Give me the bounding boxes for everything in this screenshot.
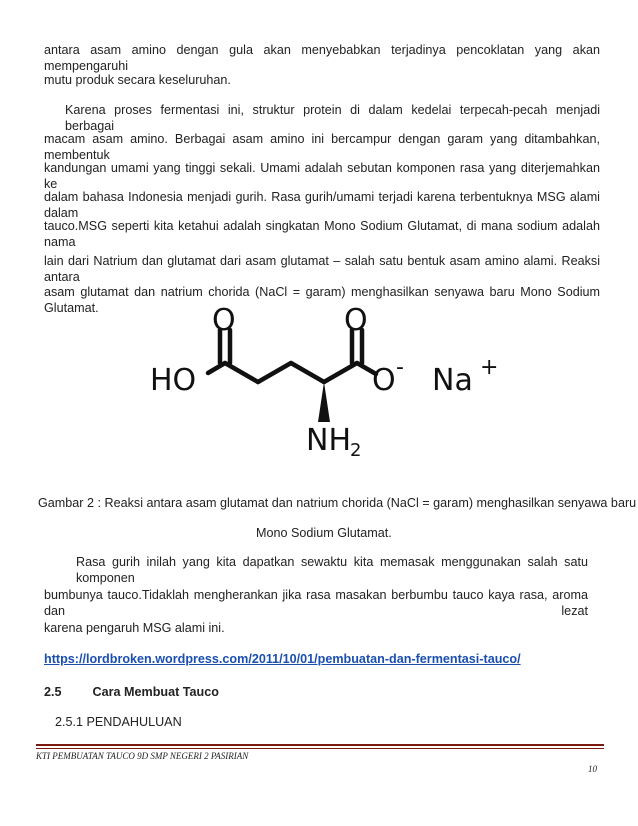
body-line: tauco.MSG seperti kita ketahui adalah singkatan Mono Sodium Glutamat, di mana sodium adalah nama <box>44 219 600 249</box>
body-line: Rasa gurih inilah yang kita dapatkan sewaktu kita memasak menggunakan salah satu komponen <box>76 555 588 585</box>
body-line: kandungan umami yang tinggi sekali. Umami adalah sebutan komponen rasa yang diterjemahkan ke <box>44 161 600 191</box>
body-line: macam asam amino. Berbagai asam amino ini bercampur dengan garam yang ditambahkan, membentuk <box>44 132 600 162</box>
body-line: dalam bahasa Indonesia menjadi gurih. Rasa gurih/umami terjadi karena terbentuknya MSG alami dalam <box>44 190 600 220</box>
body-line: karena pengaruh MSG alami ini. <box>44 621 225 635</box>
footer-rule <box>36 748 604 749</box>
body-line: bumbunya tauco.Tidaklah mengherankan jika rasa masakan berbumbu tauco kaya rasa, aroma dan lezat <box>44 588 588 618</box>
body-line: Karena proses fermentasi ini, struktur protein di dalam kedelai terpecah-pecah menjadi berbagai <box>65 103 600 133</box>
monosodium-glutamate-structure <box>140 300 500 460</box>
charge-label: - <box>396 355 404 380</box>
subscript-label: 2 <box>350 440 362 460</box>
section-number: 2.5 <box>44 685 62 699</box>
atom-label: O <box>372 363 396 398</box>
subsection-heading: 2.5.1 PENDAHULUAN <box>55 715 182 729</box>
page-number: 10 <box>588 764 597 774</box>
atom-label: Na <box>432 363 473 398</box>
atom-label: NH <box>306 423 351 458</box>
body-line: lain dari Natrium dan glutamat dari asam glutamat – salah satu bentuk asam amino alami. Reaksi antara <box>44 254 600 284</box>
section-heading <box>44 684 600 700</box>
body-line: mutu produk secara keseluruhan. <box>44 73 231 87</box>
figure-caption: Gambar 2 : Reaksi antara asam glutamat dan natrium chorida (NaCl = garam) menghasilkan senyawa baru <box>38 496 637 510</box>
footer-text: KTI PEMBUATAN TAUCO 9D SMP NEGERI 2 PASIRIAN <box>36 751 249 761</box>
atom-label: O <box>212 303 236 338</box>
atom-label: O <box>344 303 368 338</box>
section-title: Cara Membuat Tauco <box>92 685 219 699</box>
wedge-bond <box>318 382 330 422</box>
body-line: asam glutamat dan natrium chorida (NaCl = garam) menghasilkan senyawa baru Mono Sodium Glutamat. <box>44 285 600 315</box>
source-link[interactable]: https://lordbroken.wordpress.com/2011/10/01/pembuatan-dan-fermentasi-tauco/ <box>44 652 521 666</box>
body-line: antara asam amino dengan gula akan menyebabkan terjadinya pencoklatan yang akan mempengaruhi <box>44 43 600 73</box>
charge-label: + <box>480 355 499 380</box>
figure-caption: Mono Sodium Glutamat. <box>256 526 392 540</box>
atom-label: HO <box>150 363 197 398</box>
footer-rule <box>36 744 604 746</box>
